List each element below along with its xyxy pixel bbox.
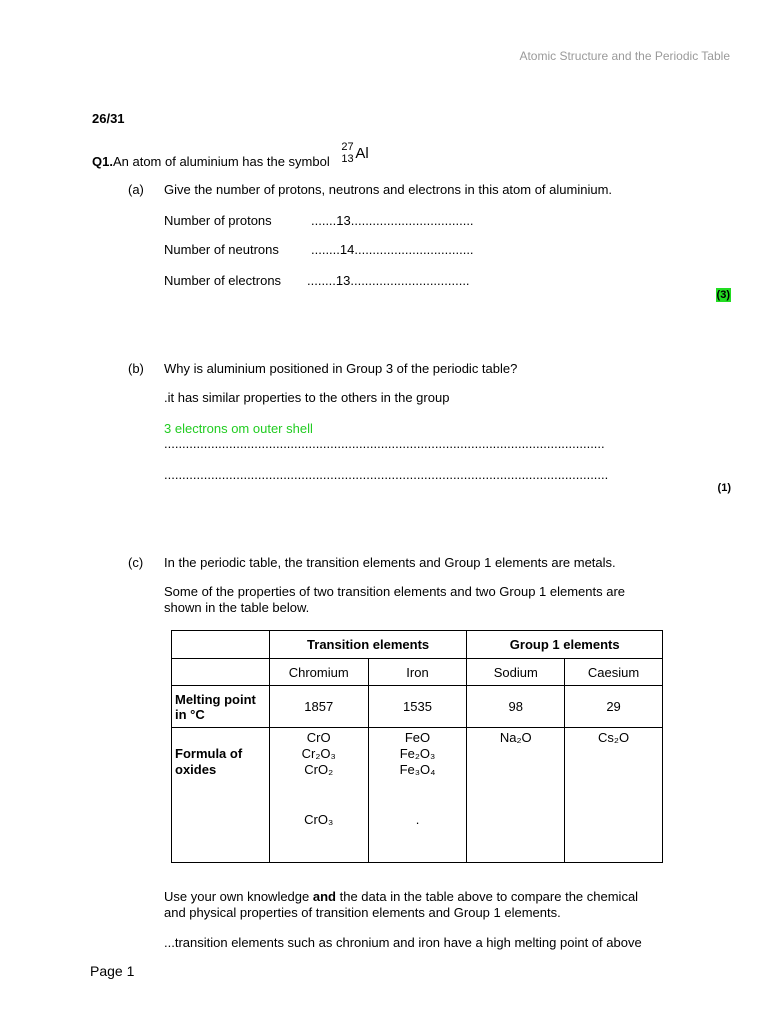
- table-corner-cell: [172, 631, 270, 659]
- part-a-label: (a): [128, 182, 144, 197]
- part-b-dotted-line-1: ..........................................................................................................................: [164, 436, 605, 451]
- part-c-line-2a: Some of the properties of two transition elements and two Group 1 elements are: [164, 584, 626, 599]
- oxide-formula: CrO: [306, 730, 331, 745]
- instruction-text: the data in the table above to compare the chemical: [335, 889, 639, 904]
- part-c-answer-start: ...transition elements such as chronium and iron have a high melting point of above: [164, 935, 642, 950]
- part-b-feedback: 3 electrons om outer shell: [164, 421, 313, 436]
- transition-elements-header: Transition elements: [269, 631, 467, 659]
- instruction-emphasis: and: [312, 889, 336, 904]
- melting-sodium: 98: [467, 686, 565, 728]
- table-element-row: [172, 659, 663, 686]
- element-chromium: Chromium: [269, 659, 368, 686]
- electrons-label: Number of electrons: [164, 273, 282, 288]
- oxide-formula: CrO₂: [304, 762, 334, 777]
- score-total: 26/31: [92, 111, 125, 126]
- question-intro-text: An atom of aluminium has the symbol: [112, 154, 330, 169]
- oxide-formula: Cs₂O: [598, 730, 630, 745]
- table-oxides-row: [172, 728, 663, 863]
- part-c-line-1: In the periodic table, the transition elements and Group 1 elements are metals.: [164, 555, 616, 570]
- oxides-label: Formula of oxides: [175, 746, 243, 777]
- element-caesium: Caesium: [565, 659, 663, 686]
- oxide-formula: Fe₃O₄: [399, 762, 436, 777]
- table-group-header-row: [172, 631, 663, 659]
- oxides-chromium: [269, 728, 368, 863]
- table-empty-cell: [172, 659, 270, 686]
- part-b-dotted-line-2: ...........................................................................................................................: [164, 467, 609, 482]
- melting-iron: 1535: [368, 686, 467, 728]
- oxides-caesium: [565, 728, 663, 863]
- oxides-iron: [368, 728, 467, 863]
- part-b-answer: .it has similar properties to the others in the group: [164, 390, 450, 405]
- group-1-elements-header: Group 1 elements: [467, 631, 663, 659]
- neutrons-answer: ........14.................................: [311, 242, 474, 257]
- question-1-intro: [92, 141, 373, 169]
- oxide-formula: Fe₂O₃: [399, 746, 436, 761]
- oxides-sodium: [467, 728, 565, 863]
- mass-number: 27: [341, 141, 354, 153]
- part-c-instruction-line-2: and physical properties of transition elements and Group 1 elements.: [164, 905, 561, 920]
- part-c-instruction-line-1: [164, 889, 638, 904]
- page-header-title: Atomic Structure and the Periodic Table: [519, 49, 730, 63]
- oxide-formula: .: [415, 812, 420, 827]
- oxide-formula: FeO: [404, 730, 431, 745]
- properties-table: [171, 630, 663, 863]
- part-a-marks-badge: (3): [716, 289, 730, 301]
- part-a-question: Give the number of protons, neutrons and electrons in this atom of aluminium.: [164, 182, 613, 197]
- oxide-formula: Na₂O: [499, 730, 532, 745]
- oxides-label-cell: [172, 728, 270, 863]
- protons-answer: .......13..................................: [311, 213, 474, 228]
- oxide-formula: CrO₃: [304, 812, 334, 827]
- protons-label: Number of protons: [164, 213, 272, 228]
- part-c-line-2b: shown in the table below.: [164, 600, 310, 615]
- part-b-marks: (1): [717, 482, 731, 494]
- element-sodium: Sodium: [467, 659, 565, 686]
- oxide-formula: Cr₂O₃: [301, 746, 336, 761]
- page-number: Page 1: [90, 963, 135, 979]
- aluminium-nuclide-symbol: [333, 141, 373, 166]
- question-number: Q1.: [92, 154, 113, 169]
- part-b-label: (b): [128, 361, 144, 376]
- melting-point-label: Melting point in °C: [172, 686, 270, 728]
- melting-chromium: 1857: [269, 686, 368, 728]
- melting-caesium: 29: [565, 686, 663, 728]
- neutrons-label: Number of neutrons: [164, 242, 279, 257]
- part-c-label: (c): [128, 555, 144, 570]
- part-b-question: Why is aluminium positioned in Group 3 of the periodic table?: [164, 361, 518, 376]
- electrons-answer: ........13.................................: [307, 273, 470, 288]
- instruction-text: Use your own knowledge: [164, 889, 313, 904]
- element-iron: Iron: [368, 659, 467, 686]
- element-symbol: Al: [355, 145, 369, 162]
- atomic-number: 13: [341, 153, 354, 165]
- table-melting-row: [172, 686, 663, 728]
